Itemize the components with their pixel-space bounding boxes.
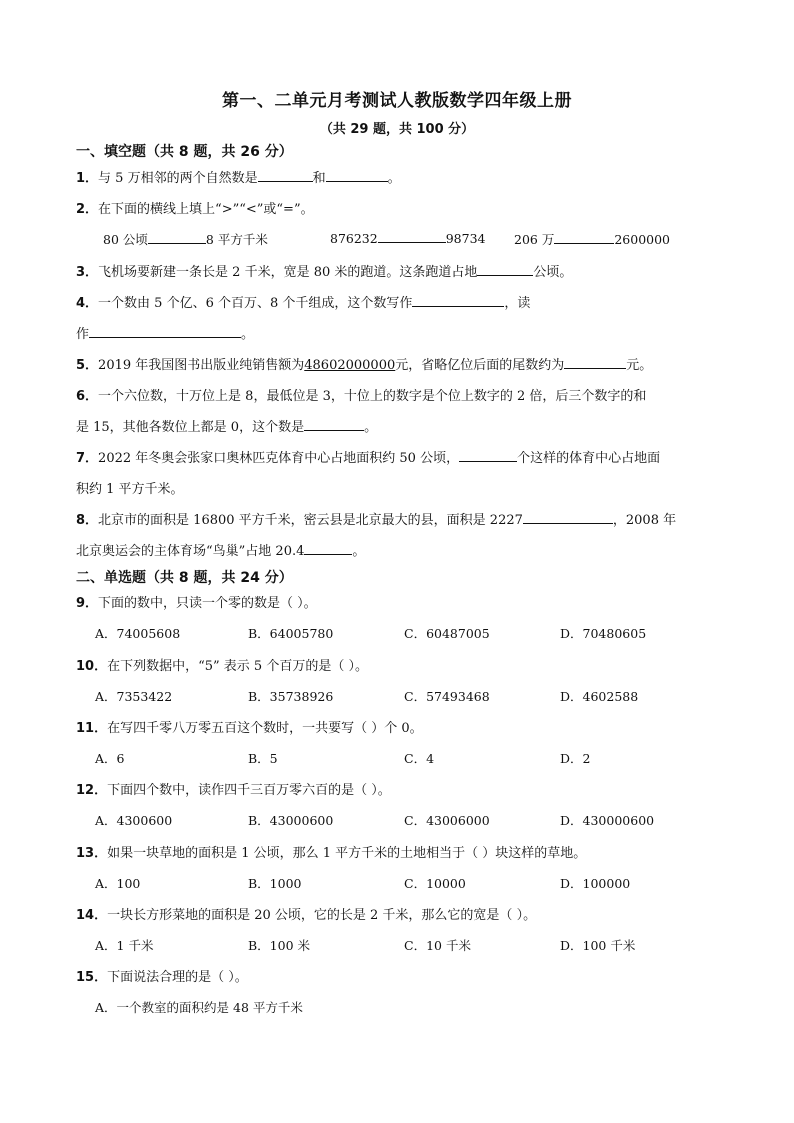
- option-a[interactable]: A．4300600: [95, 813, 173, 828]
- question-number: 7．: [76, 451, 99, 466]
- option-c[interactable]: C．60487005: [404, 626, 490, 641]
- answer-blank[interactable]: [258, 169, 313, 182]
- compare-right: 2600000: [614, 232, 671, 247]
- question-text: 作: [76, 327, 90, 342]
- question-3: [76, 261, 572, 280]
- question-10: [76, 655, 368, 674]
- question-number: 15．: [76, 970, 108, 985]
- question-text: 在下面的横线上填上“>”“<”或“=”。: [98, 202, 314, 217]
- answer-blank[interactable]: [304, 418, 364, 431]
- option-b[interactable]: B．1000: [248, 876, 302, 891]
- option-d[interactable]: D．2: [560, 751, 591, 766]
- option-b[interactable]: B．35738926: [248, 689, 334, 704]
- answer-blank[interactable]: [554, 231, 614, 244]
- answer-blank[interactable]: [523, 511, 613, 524]
- question-7: [76, 447, 660, 466]
- question-6: [76, 385, 646, 404]
- compare-right: 8 平方千米: [205, 232, 268, 247]
- page-subtitle: （共 29 题，共 100 分）: [319, 122, 475, 137]
- answer-blank[interactable]: [412, 294, 504, 307]
- question-6-continued: [76, 416, 377, 435]
- question-number: 2．: [76, 202, 99, 217]
- question-7-continued: [76, 478, 184, 497]
- compare-left: 876232: [330, 231, 378, 246]
- question-text: 。: [241, 327, 255, 342]
- option-a[interactable]: A．1 千米: [95, 938, 154, 953]
- question-4: [76, 292, 530, 311]
- question-11: [76, 717, 423, 736]
- question-12: [76, 779, 391, 798]
- answer-blank[interactable]: [304, 542, 352, 555]
- answer-blank[interactable]: [148, 231, 206, 244]
- question-text: 与 5 万相邻的两个自然数是: [98, 171, 258, 186]
- question-14: [76, 904, 536, 923]
- question-text: 是 15，其他各数位上都是 0，这个数是: [76, 420, 305, 435]
- question-text: 。: [352, 544, 366, 559]
- question-number: 14．: [76, 908, 108, 923]
- compare-item-2: [330, 230, 485, 246]
- question-number: 8．: [76, 513, 99, 528]
- question-text: 个这样的体育中心占地面: [517, 451, 661, 466]
- compare-left: 80 公顷: [103, 232, 148, 247]
- question-text: ，读: [504, 296, 531, 311]
- question-9: [76, 592, 317, 611]
- question-number: 13．: [76, 846, 108, 861]
- option-c[interactable]: C．57493468: [404, 689, 490, 704]
- question-13: [76, 842, 586, 861]
- answer-blank[interactable]: [459, 449, 517, 462]
- option-d[interactable]: D．4602588: [560, 689, 639, 704]
- option-a[interactable]: A．一个教室的面积约是 48 平方千米: [95, 1000, 303, 1015]
- question-number: 11．: [76, 721, 108, 736]
- option-b[interactable]: B．5: [248, 751, 278, 766]
- option-d[interactable]: D．100000: [560, 876, 631, 891]
- question-number: 10．: [76, 659, 108, 674]
- question-text: 一块长方形菜地的面积是 20 公顷，它的长是 2 千米，那么它的宽是（ ）。: [107, 908, 537, 923]
- compare-left: 206 万: [514, 232, 555, 247]
- compare-item-3: [514, 230, 670, 248]
- question-text: 元。: [626, 358, 653, 373]
- option-b[interactable]: B．64005780: [248, 626, 334, 641]
- option-d[interactable]: D．430000600: [560, 813, 655, 828]
- question-number: 9．: [76, 596, 99, 611]
- compare-right: 98734: [445, 231, 486, 246]
- option-c[interactable]: C．43006000: [404, 813, 490, 828]
- question-4-continued: [76, 323, 254, 342]
- option-c[interactable]: C．10 千米: [404, 938, 471, 953]
- question-text: 元，省略亿位后面的尾数约为: [395, 358, 565, 373]
- question-15: [76, 966, 248, 985]
- question-text: 在下列数据中，“5” 表示 5 个百万的是（ ）。: [107, 659, 368, 674]
- question-number: 12．: [76, 783, 108, 798]
- answer-blank[interactable]: [326, 169, 388, 182]
- question-number: 3．: [76, 265, 99, 280]
- option-b[interactable]: B．100 米: [248, 938, 311, 953]
- answer-blank[interactable]: [564, 356, 626, 369]
- question-text: 飞机场要新建一条长是 2 千米，宽是 80 米的跑道。这条跑道占地: [98, 265, 478, 280]
- question-text: 北京奥运会的主体育场“鸟巢”占地 20.4: [76, 544, 305, 559]
- page-title: 第一、二单元月考测试人教版数学四年级上册: [222, 91, 572, 111]
- option-a[interactable]: A．100: [95, 876, 141, 891]
- question-text: 下面的数中，只读一个零的数是（ ）。: [98, 596, 317, 611]
- option-a[interactable]: A．6: [95, 751, 125, 766]
- answer-blank[interactable]: [89, 325, 241, 338]
- question-text: 2022 年冬奥会张家口奥林匹克体育中心占地面积约 50 公顷，: [98, 451, 460, 466]
- question-text: 积约 1 平方千米。: [76, 482, 184, 497]
- question-text: 北京市的面积是 16800 平方千米，密云县是北京最大的县，面积是 2227: [98, 513, 523, 528]
- answer-blank[interactable]: [378, 230, 446, 243]
- question-text: 。: [364, 420, 378, 435]
- question-number: 6．: [76, 389, 99, 404]
- question-text: 一个六位数，十万位上是 8，最低位是 3，十位上的数字是个位上数字的 2 倍，后三个数字的和: [98, 389, 647, 404]
- question-text: ，2008 年: [612, 513, 677, 528]
- option-d[interactable]: D．70480605: [560, 626, 647, 641]
- question-text: 下面说法合理的是（ ）。: [107, 970, 248, 985]
- answer-blank[interactable]: [477, 263, 533, 276]
- question-text: 公顷。: [533, 265, 573, 280]
- section-heading-fill-blank: 一、填空题（共 8 题，共 26 分）: [76, 144, 293, 160]
- question-8-continued: [76, 540, 365, 559]
- question-8: [76, 509, 676, 528]
- question-text: 如果一块草地的面积是 1 公顷，那么 1 平方千米的土地相当于（ ）块这样的草地。: [107, 846, 587, 861]
- option-b[interactable]: B．43000600: [248, 813, 334, 828]
- question-text: 和: [312, 171, 326, 186]
- question-number: 4．: [76, 296, 99, 311]
- question-text: 在写四千零八万零五百这个数时，一共要写（ ）个 0。: [107, 721, 423, 736]
- option-a[interactable]: A．7353422: [95, 689, 173, 704]
- section-heading-single-choice: 二、单选题（共 8 题，共 24 分）: [76, 570, 293, 586]
- question-1: [76, 167, 401, 186]
- question-text: 2019 年我国图书出版业纯销售额为: [98, 358, 305, 373]
- compare-item-1: [103, 230, 268, 248]
- question-text: 。: [387, 171, 401, 186]
- question-text: 下面四个数中，读作四千三百万零六百的是（ ）。: [107, 783, 391, 798]
- question-number: 1．: [76, 171, 99, 186]
- question-5: [76, 354, 652, 373]
- question-text: 一个数由 5 个亿、6 个百万、8 个千组成，这个数写作: [98, 296, 413, 311]
- option-a[interactable]: A．74005608: [95, 626, 181, 641]
- underlined-number: 48602000000: [304, 358, 396, 373]
- question-2: [76, 198, 314, 217]
- option-d[interactable]: D．100 千米: [560, 938, 636, 953]
- option-c[interactable]: C．10000: [404, 876, 466, 891]
- question-number: 5．: [76, 358, 99, 373]
- option-c[interactable]: C．4: [404, 751, 435, 766]
